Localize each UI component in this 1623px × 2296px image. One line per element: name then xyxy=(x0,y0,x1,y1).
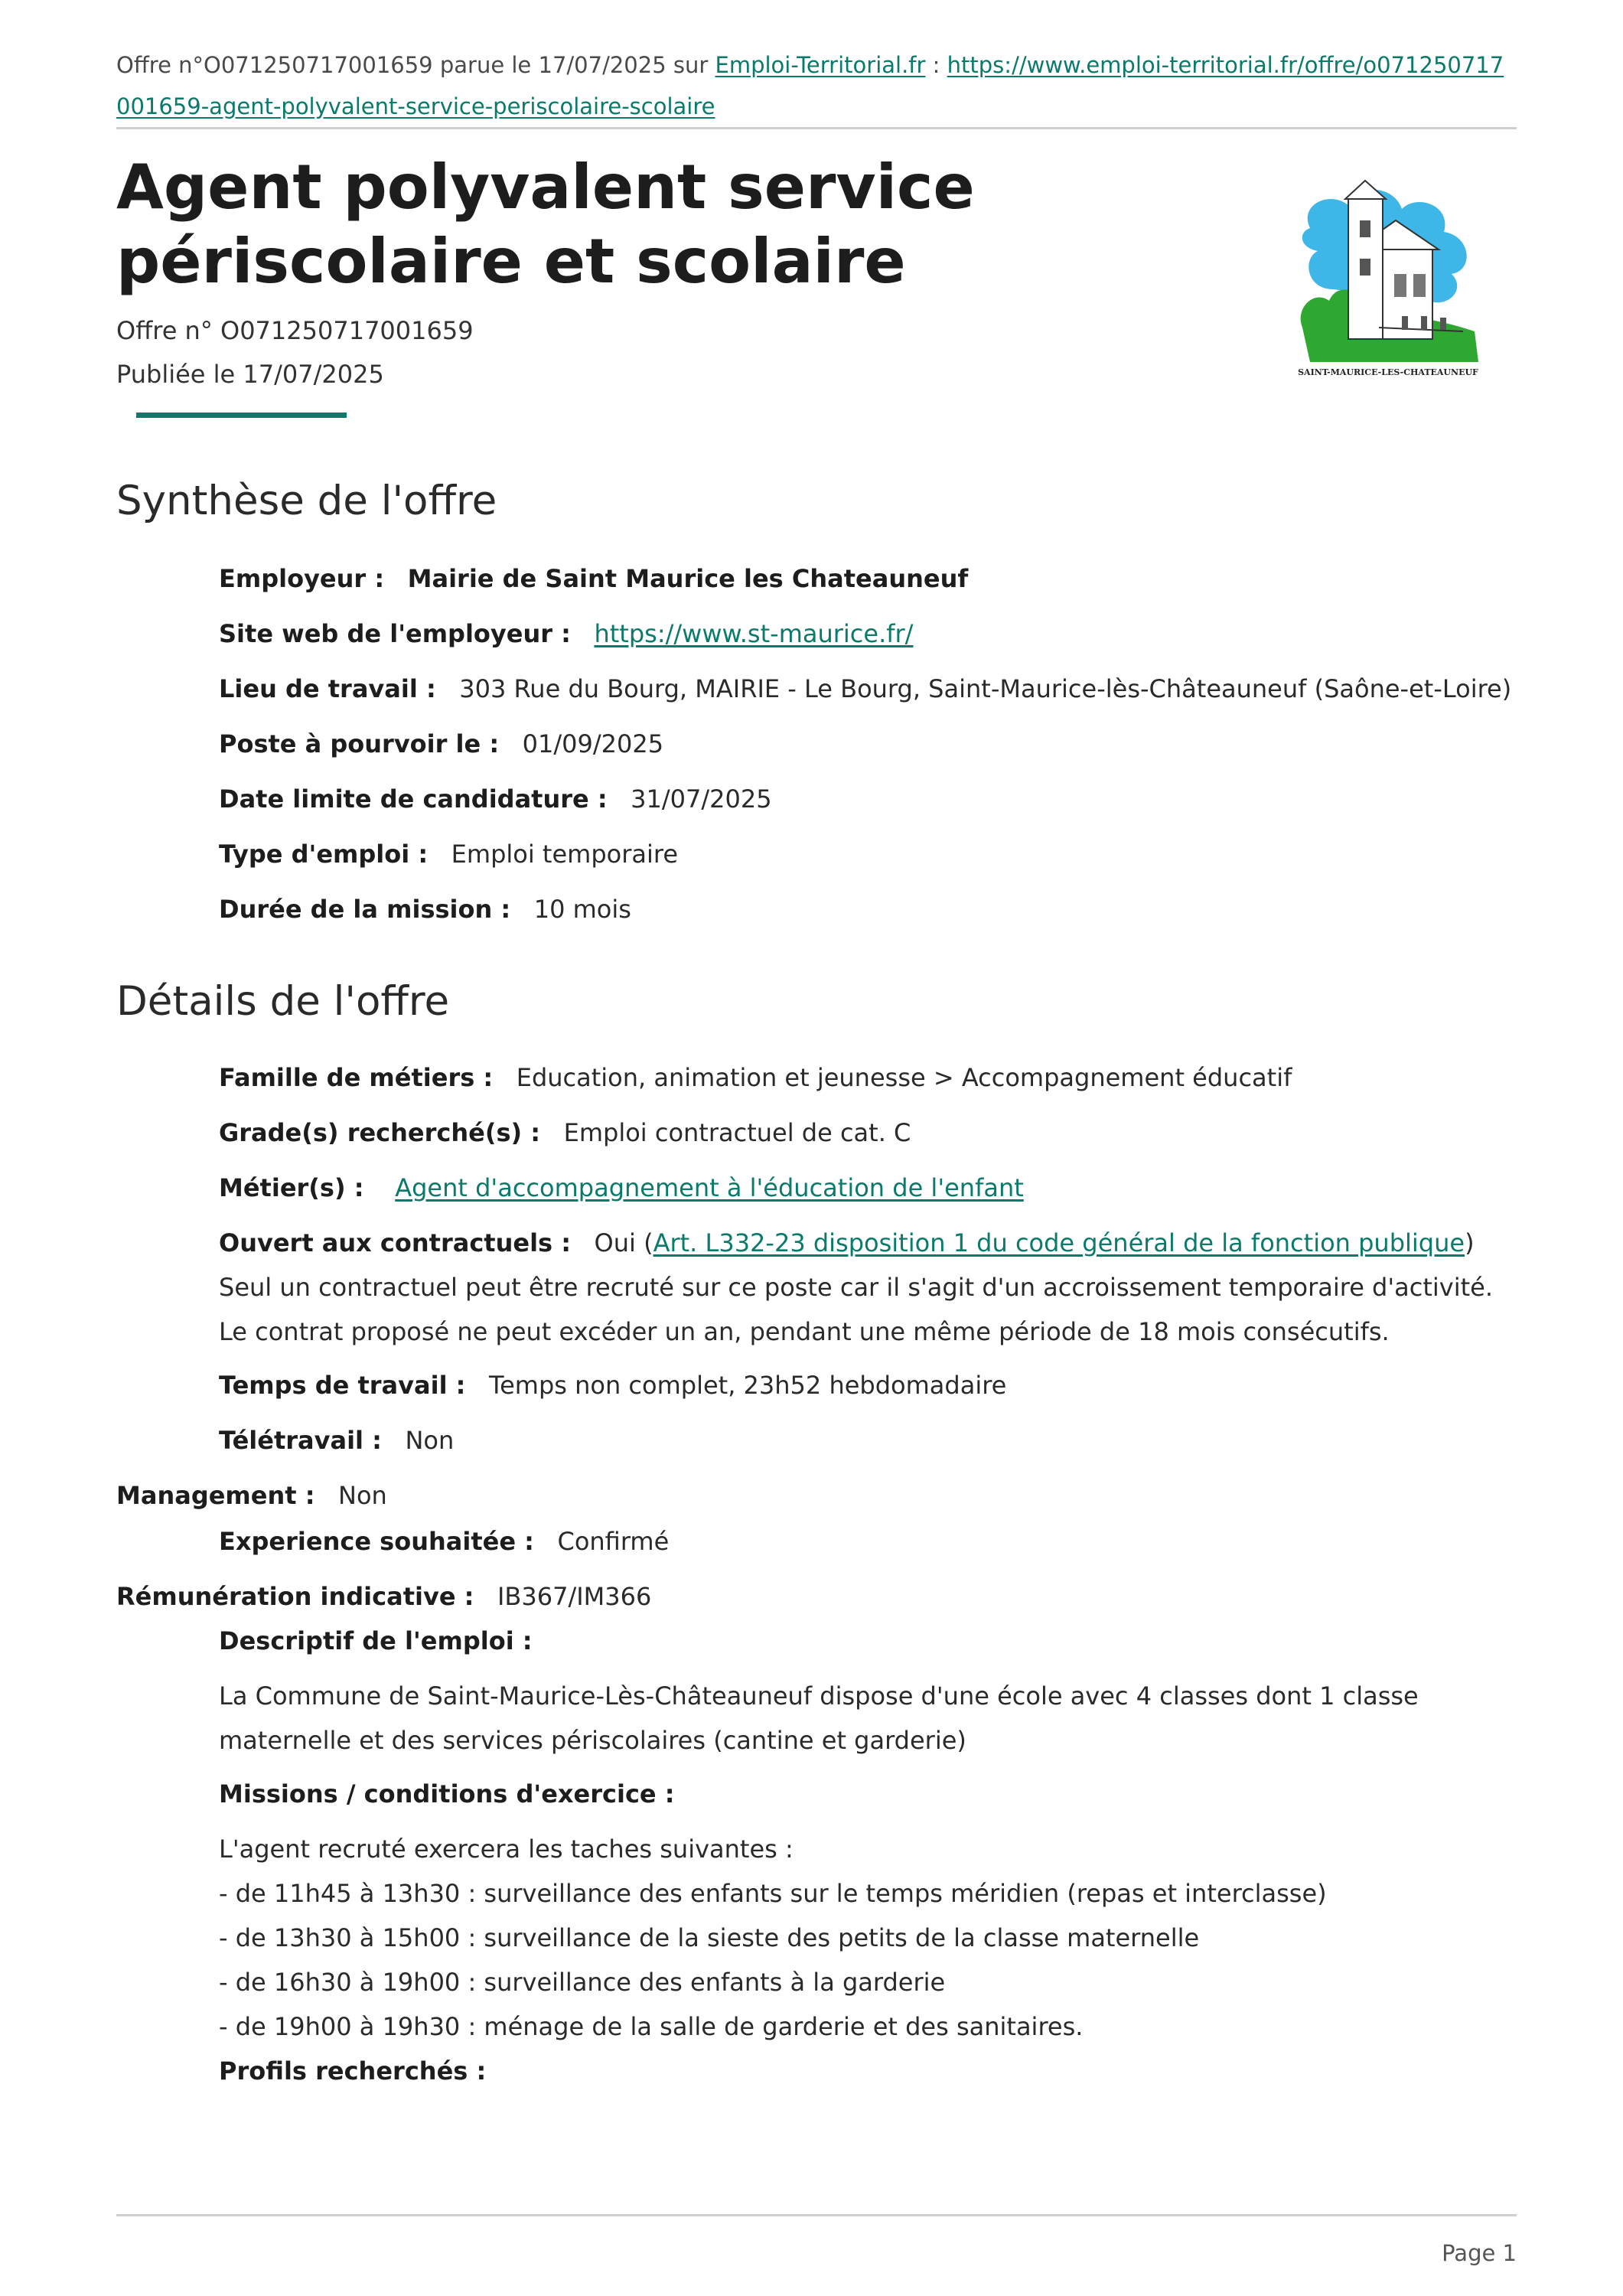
date-limite-value: 31/07/2025 xyxy=(631,784,772,814)
source-sep: : xyxy=(925,52,947,78)
date-limite-row xyxy=(219,777,772,821)
source-site-link[interactable]: Emploi-Territorial.fr xyxy=(715,52,926,78)
famille-value: Education, animation et jeunesse > Accompagnement éducatif xyxy=(516,1063,1292,1092)
temps-row xyxy=(219,1363,1006,1407)
experience-row xyxy=(219,1519,669,1564)
management-label: Management : xyxy=(116,1481,315,1510)
experience-value: Confirmé xyxy=(557,1527,670,1556)
mission-item: - de 13h30 à 15h00 : surveillance de la sieste des petits de la classe maternelle xyxy=(219,1923,1200,1952)
employeur-value: Mairie de Saint Maurice les Chateauneuf xyxy=(407,564,969,593)
grade-label: Grade(s) recherché(s) : xyxy=(219,1118,541,1147)
teletravail-row xyxy=(219,1418,454,1463)
poste-row xyxy=(219,722,663,766)
footer-divider xyxy=(116,2214,1517,2216)
synthese-heading: Synthèse de l'offre xyxy=(116,478,497,524)
page-title: Agent polyvalent service périscolaire et scolaire xyxy=(116,152,975,297)
source-line xyxy=(116,44,1517,127)
profils-label: Profils recherchés : xyxy=(219,2056,487,2086)
contractuels-prefix: Oui ( xyxy=(594,1228,653,1257)
descriptif-label: Descriptif de l'emploi : xyxy=(219,1626,533,1655)
teletravail-value: Non xyxy=(405,1426,455,1455)
published-date: Publiée le 17/07/2025 xyxy=(116,360,384,389)
logo-caption: SAINT-MAURICE-LES-CHATEAUNEUF xyxy=(1298,367,1478,377)
title-accent-bar xyxy=(136,413,347,418)
profils-heading xyxy=(219,2049,486,2093)
employeur-row xyxy=(219,556,968,601)
descriptif-text: La Commune de Saint-Maurice-Lès-Châteauneuf dispose d'une école avec 4 classes dont 1 classe maternelle et des services périscolaires (cantine et garderie) xyxy=(219,1681,1419,1755)
descriptif-heading xyxy=(219,1619,533,1663)
poste-label: Poste à pourvoir le : xyxy=(219,729,500,758)
missions-label: Missions / conditions d'exercice : xyxy=(219,1779,675,1808)
contractuels-row xyxy=(219,1221,1475,1265)
remuneration-row xyxy=(116,1574,651,1619)
missions-list xyxy=(219,1827,1512,2049)
duree-label: Durée de la mission : xyxy=(219,895,511,924)
code-article-link[interactable]: Art. L332-23 disposition 1 du code général de la fonction publique xyxy=(653,1228,1465,1257)
teletravail-label: Télétravail : xyxy=(219,1426,382,1455)
metier-link[interactable]: Agent d'accompagnement à l'éducation de l'enfant xyxy=(395,1173,1024,1202)
lieu-label: Lieu de travail : xyxy=(219,674,436,703)
grade-value: Emploi contractuel de cat. C xyxy=(563,1118,911,1147)
remuneration-label: Rémunération indicative : xyxy=(116,1582,474,1611)
temps-value: Temps non complet, 23h52 hebdomadaire xyxy=(488,1371,1007,1400)
management-value: Non xyxy=(338,1481,387,1510)
temps-label: Temps de travail : xyxy=(219,1371,466,1400)
contractuels-note: Seul un contractuel peut être recruté sur ce poste car il s'agit d'un accroissement temporaire d'activité. Le contrat proposé ne peut excéder un an, pendant une même période de 18 mois consécutifs. xyxy=(219,1273,1494,1346)
grade-row xyxy=(219,1110,911,1155)
duree-value: 10 mois xyxy=(533,895,631,924)
contractuels-label: Ouvert aux contractuels : xyxy=(219,1228,572,1257)
offer-number: Offre n° O071250717001659 xyxy=(116,316,474,345)
poste-value: 01/09/2025 xyxy=(522,729,664,758)
experience-label: Experience souhaitée : xyxy=(219,1527,534,1556)
lieu-value: 303 Rue du Bourg, MAIRIE - Le Bourg, Saint-Maurice-lès-Châteauneuf (Saône-et-Loire) xyxy=(459,674,1512,703)
date-limite-label: Date limite de candidature : xyxy=(219,784,608,814)
missions-intro: L'agent recruté exercera les taches suivantes : xyxy=(219,1835,794,1864)
site-row xyxy=(219,612,913,656)
header-divider xyxy=(116,127,1517,129)
famille-row xyxy=(219,1055,1292,1100)
source-prefix: Offre n°O071250717001659 parue le 17/07/2025 sur xyxy=(116,52,715,78)
type-emploi-row xyxy=(219,832,678,876)
type-emploi-label: Type d'emploi : xyxy=(219,840,429,869)
missions-heading xyxy=(219,1772,675,1816)
duree-row xyxy=(219,887,631,931)
lieu-row xyxy=(219,667,1511,711)
employer-site-link[interactable]: https://www.st-maurice.fr/ xyxy=(594,619,914,648)
mission-item: - de 11h45 à 13h30 : surveillance des enfants sur le temps méridien (repas et interclasse) xyxy=(219,1879,1327,1908)
site-label: Site web de l'employeur : xyxy=(219,619,571,648)
church-logo-icon xyxy=(1287,174,1489,380)
details-heading: Détails de l'offre xyxy=(116,978,450,1025)
type-emploi-value: Emploi temporaire xyxy=(451,840,678,869)
metier-label: Métier(s) : xyxy=(219,1173,364,1202)
employer-logo xyxy=(1287,174,1489,380)
page-number: Page 1 xyxy=(1442,2240,1517,2266)
management-row xyxy=(116,1473,387,1518)
employeur-label: Employeur : xyxy=(219,564,385,593)
mission-item: - de 16h30 à 19h00 : surveillance des enfants à la garderie xyxy=(219,1968,946,1997)
metier-row xyxy=(219,1166,1024,1210)
contractuels-suffix: ) xyxy=(1465,1228,1475,1257)
mission-item: - de 19h00 à 19h30 : ménage de la salle de garderie et des sanitaires. xyxy=(219,2012,1084,2041)
famille-label: Famille de métiers : xyxy=(219,1063,494,1092)
remuneration-value: IB367/IM366 xyxy=(497,1582,652,1611)
source-url-link[interactable]: https://www.emploi-territorial.fr/offre/o071250717001659-agent-polyvalent-service-periscolaire-scolaire xyxy=(116,52,1504,119)
